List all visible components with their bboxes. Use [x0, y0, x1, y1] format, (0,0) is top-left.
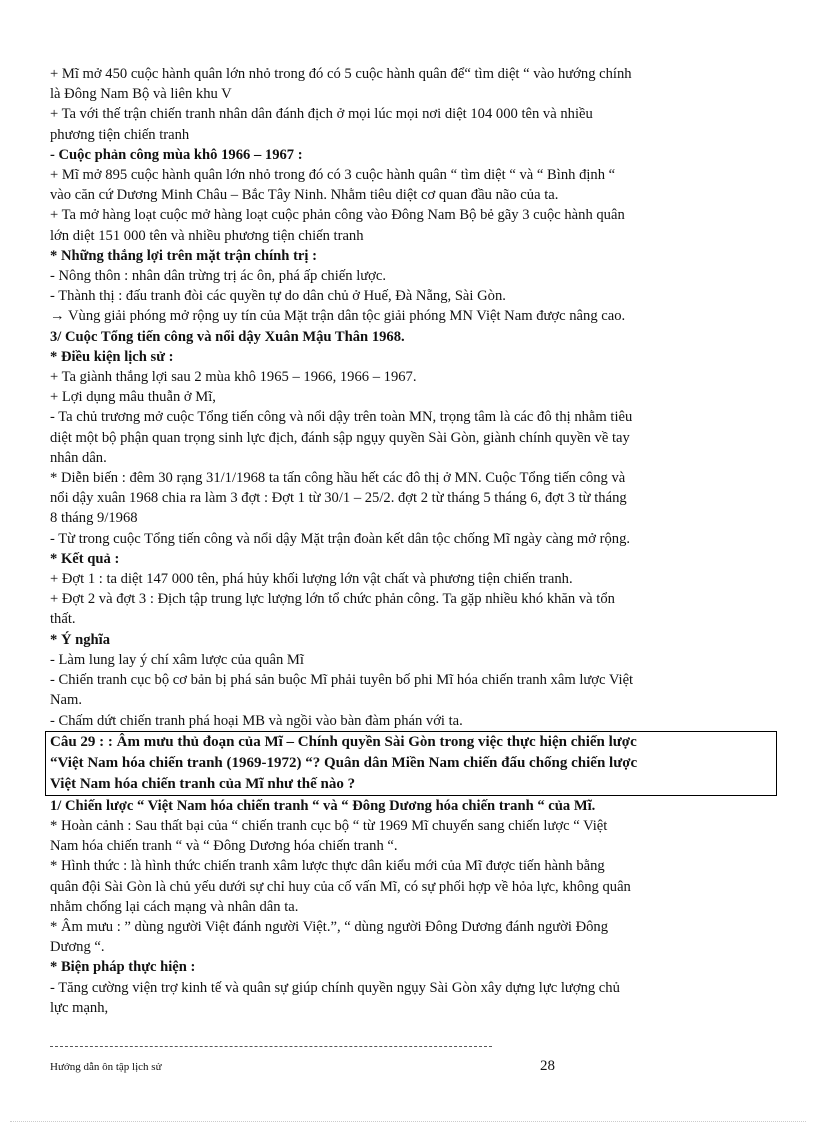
- text-line: + Lợi dụng mâu thuẫn ở Mĩ,: [50, 389, 216, 406]
- text-line: thất.: [50, 611, 76, 628]
- question-box: [45, 731, 777, 796]
- text-line: * Hoàn cảnh : Sau thất bại của “ chiến tranh cục bộ “ từ 1969 Mĩ chuyển sang chiến lược “ Việt: [50, 817, 608, 834]
- text-line: - Ta chủ trương mở cuộc Tổng tiến công và nổi dậy trên toàn MN, trọng tâm là các đô thị nhằm tiêu: [50, 409, 633, 426]
- text-line: Việt Nam hóa chiến tranh của Mĩ như thế nào ?: [50, 775, 356, 792]
- text-line: diệt một bộ phận quan trọng sinh lực địch, đánh sập ngụy quyền Sài Gòn, giành chính quyền về tay: [50, 429, 630, 446]
- footer-title: Hướng dẫn ôn tập lịch sử: [50, 1061, 162, 1073]
- text-line: * Diễn biến : đêm 30 rạng 31/1/1968 ta tấn công hầu hết các đô thị ở MN. Cuộc Tổng tiến công và: [50, 470, 626, 487]
- text-line: * Âm mưu : ” dùng người Việt đánh người Việt.”, “ dùng người Đông Dương đánh người Đông: [50, 918, 609, 935]
- text-line: + Mĩ mở 450 cuộc hành quân lớn nhỏ trong đó có 5 cuộc hành quân để“ tìm diệt “ vào hướng chính: [50, 66, 632, 82]
- text-line: quân đội Sài Gòn là chủ yếu dưới sự chỉ huy của cố vấn Mĩ, có sự phối hợp về hỏa lực, không quân: [50, 878, 631, 895]
- footer-divider: [50, 1046, 492, 1047]
- text-line: Nam.: [50, 692, 83, 709]
- text-line: * Điều kiện lịch sử :: [50, 348, 174, 365]
- text-line: 8 tháng 9/1968: [50, 510, 138, 527]
- document-body: [50, 64, 772, 1018]
- page-edge-divider: [10, 1121, 806, 1122]
- text-line: * Kết quả :: [50, 550, 120, 567]
- text-line: + Mĩ mở 895 cuộc hành quân lớn nhỏ trong đó có 3 cuộc hành quân “ tìm diệt “ và “ Bình định “: [50, 167, 616, 184]
- text-line: + Đợt 2 và đợt 3 : Địch tập trung lực lượng lớn tổ chức phản công. Ta gặp nhiều khó khăn và tổn: [50, 591, 615, 608]
- text-line: * Hình thức : là hình thức chiến tranh xâm lược thực dân kiểu mới của Mĩ được tiến hành bằng: [50, 858, 605, 875]
- text-line: - Nông thôn : nhân dân trừng trị ác ôn, phá ấp chiến lược.: [50, 268, 386, 285]
- text-line: + Ta giành thắng lợi sau 2 mùa khô 1965 – 1966, 1966 – 1967.: [50, 369, 417, 386]
- text-line: - Cuộc phản công mùa khô 1966 – 1967 :: [50, 146, 303, 163]
- text-line: nổi dậy xuân 1968 chia ra làm 3 đợt : Đợt 1 từ 30/1 – 25/2. đợt 2 từ tháng 5 tháng 6, đợt 3 từ tháng: [50, 490, 627, 507]
- text-line: nhân dân.: [50, 449, 107, 466]
- text-line: → Vùng giải phóng mở rộng uy tín của Mặt trận dân tộc giải phóng MN Việt Nam được nâng cao.: [50, 308, 626, 325]
- text-line: - Thành thị : đấu tranh đòi các quyền tự do dân chủ ở Huế, Đà Nẵng, Sài Gòn.: [50, 288, 506, 305]
- text-line: Nam hóa chiến tranh “ và “ Đông Dương hóa chiến tranh “.: [50, 838, 398, 855]
- text-line: Dương “.: [50, 939, 105, 956]
- page-number: 28: [540, 1058, 555, 1074]
- text-line: “Việt Nam hóa chiến tranh (1969-1972) “? Quân dân Miền Nam chiến đấu chống chiến lược: [50, 754, 638, 771]
- text-line: * Ý nghĩa: [50, 631, 111, 648]
- text-line: vào căn cứ Dương Minh Châu – Bắc Tây Ninh. Nhằm tiêu diệt cơ quan đầu não của ta.: [50, 187, 559, 204]
- text-line: 1/ Chiến lược “ Việt Nam hóa chiến tranh “ và “ Đông Dương hóa chiến tranh “ của Mĩ.: [50, 797, 596, 814]
- text-line: - Từ trong cuộc Tổng tiến công và nổi dậy Mặt trận đoàn kết dân tộc chống Mĩ ngày càng mở rộng.: [50, 530, 631, 547]
- text-line: + Ta với thế trận chiến tranh nhân dân đánh địch ở mọi lúc mọi nơi diệt 104 000 tên và nhiều: [50, 106, 593, 123]
- text-line: lớn diệt 151 000 tên và nhiều phương tiện chiến tranh: [50, 227, 364, 244]
- section-lines-after: [50, 796, 772, 1018]
- text-line: + Ta mở hàng loạt cuộc mở hàng loạt cuộc phản công vào Đông Nam Bộ bẻ gãy 3 cuộc hành quân: [50, 207, 625, 224]
- text-line: + Đợt 1 : ta diệt 147 000 tên, phá hủy khối lượng lớn vật chất và phương tiện chiến tranh.: [50, 571, 573, 588]
- text-line: - Chấm dứt chiến tranh phá hoại MB và ngồi vào bàn đàm phán với ta.: [50, 712, 463, 729]
- text-line: phương tiện chiến tranh: [50, 126, 190, 143]
- text-line: * Biện pháp thực hiện :: [50, 959, 196, 976]
- text-line: - Tăng cường viện trợ kinh tế và quân sự giúp chính quyền ngụy Sài Gòn xây dựng lực lượng chủ: [50, 979, 620, 996]
- text-line: * Những thắng lợi trên mặt trận chính trị :: [50, 247, 317, 264]
- text-line: 3/ Cuộc Tổng tiến công và nổi dậy Xuân Mậu Thân 1968.: [50, 328, 405, 345]
- text-line: là Đông Nam Bộ và liên khu V: [50, 86, 232, 103]
- text-line: nhằm chống lại cách mạng và nhân dân ta.: [50, 898, 299, 915]
- text-line: lực mạnh,: [50, 999, 109, 1016]
- text-line: Câu 29 : : Âm mưu thủ đoạn của Mĩ – Chính quyền Sài Gòn trong việc thực hiện chiến lược: [50, 733, 637, 750]
- section-lines-before: [50, 64, 772, 731]
- text-line: - Làm lung lay ý chí xâm lược của quân Mĩ: [50, 651, 304, 668]
- text-line: - Chiến tranh cục bộ cơ bản bị phá sản buộc Mĩ phải tuyên bố phi Mĩ hóa chiến tranh xâm lược Việt: [50, 672, 634, 689]
